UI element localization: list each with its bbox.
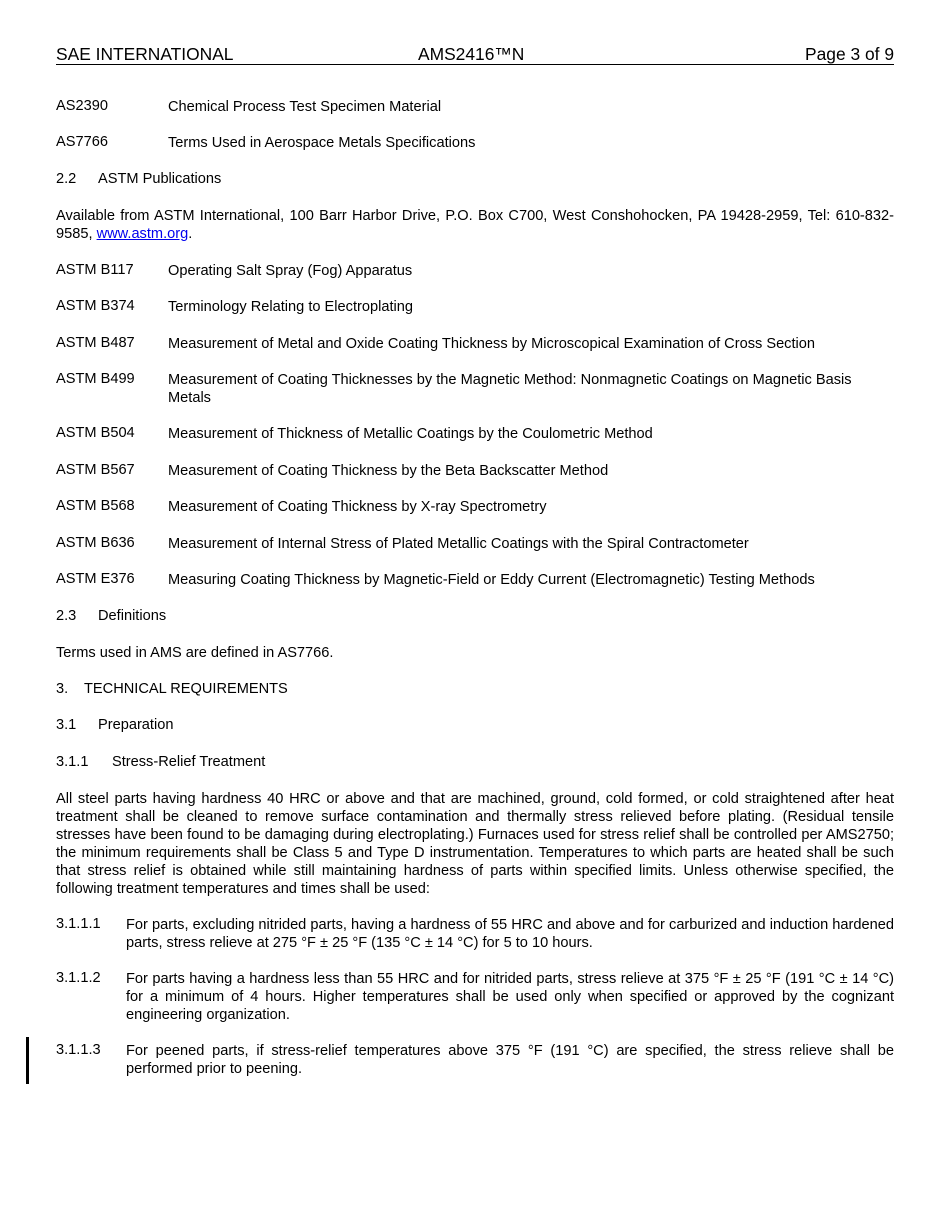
reference-code: ASTM B567: [56, 462, 135, 478]
reference-code: ASTM B568: [56, 498, 135, 514]
subclause-text: For parts, excluding nitrided parts, having a hardness of 55 HRC and above and for carburized and induction hardened parts, stress relieve at 275 °F ± 25 °F (135 °C ± 14 °C) for 5 to 10 hours.: [126, 917, 894, 951]
reference-title: Measurement of Coating Thickness by X-ray Spectrometry: [168, 499, 547, 515]
section-number: 3.: [56, 681, 69, 697]
page-header: [56, 44, 894, 65]
subclause-text: For peened parts, if stress-relief temperatures above 375 °F (191 °C) are specified, the stress relieve shall be performed prior to peening.: [126, 1043, 894, 1077]
reference-code: ASTM B487: [56, 335, 135, 351]
section-number: 3.1.1: [56, 754, 89, 770]
reference-code: ASTM B117: [56, 262, 134, 278]
reference-code: ASTM B504: [56, 425, 135, 441]
section-number: 2.3: [56, 608, 77, 624]
section-title: Preparation: [98, 717, 174, 733]
revision-change-bar: [26, 1037, 29, 1084]
reference-title: Measurement of Metal and Oxide Coating Thickness by Microscopical Examination of Cross Section: [168, 336, 816, 352]
reference-title: Measurement of Coating Thickness by the Beta Backscatter Method: [168, 463, 609, 479]
reference-title: Measurement of Coating Thicknesses by the Magnetic Method: Nonmagnetic Coatings on Magnetic Basis Metals: [168, 372, 852, 406]
section-title: TECHNICAL REQUIREMENTS: [84, 681, 288, 697]
header-page-number: Page 3 of 9: [805, 44, 894, 64]
reference-title: Measurement of Internal Stress of Plated Metallic Coatings with the Spiral Contractometer: [168, 536, 749, 552]
astm-availability-paragraph: [56, 207, 894, 243]
reference-title: Measurement of Thickness of Metallic Coatings by the Coulometric Method: [168, 426, 653, 442]
subclause-number: 3.1.1.2: [56, 970, 101, 986]
header-org: SAE INTERNATIONAL: [56, 44, 234, 64]
availability-end: .: [188, 226, 193, 242]
section-title: Definitions: [98, 608, 167, 624]
section-number: 2.2: [56, 171, 77, 187]
reference-code: AS7766: [56, 134, 108, 150]
availability-text: Available from ASTM International, 100 Barr Harbor Drive, P.O. Box C700, West Conshohocken, PA 19428-2959, Tel: 610-832-9585,: [56, 208, 894, 242]
reference-title: Terms Used in Aerospace Metals Specifications: [168, 135, 476, 151]
header-doc-number: AMS2416™N: [418, 44, 525, 64]
reference-code: ASTM B499: [56, 371, 135, 387]
subclause-number: 3.1.1.3: [56, 1042, 101, 1058]
astm-website-link[interactable]: www.astm.org: [96, 226, 189, 242]
section-number: 3.1: [56, 717, 77, 733]
reference-code: ASTM B374: [56, 298, 135, 314]
reference-code: ASTM B636: [56, 535, 135, 551]
reference-title: Chemical Process Test Specimen Material: [168, 99, 442, 115]
stress-relief-paragraph: All steel parts having hardness 40 HRC or above and that are machined, ground, cold formed, or cold straightened after heat treatment shall be cleaned to remove surface contamination and thermally stress relieved before plating. (Residual tensile stresses have been found to be damaging during electroplating.) Furnaces used for stress relief shall be controlled per AMS2750; the minimum requirements shall be Class 5 and Type D instrumentation. Temperatures to which parts are heated shall be such that stress relief is obtained while still maintaining hardness of parts within specified limits. Unless otherwise specified, the following treatment temperatures and times shall be used:: [56, 791, 894, 897]
section-title: Stress-Relief Treatment: [112, 754, 266, 770]
reference-title: Measuring Coating Thickness by Magnetic-Field or Eddy Current (Electromagnetic) Testing Methods: [168, 572, 815, 588]
section-title: ASTM Publications: [98, 171, 222, 187]
subclause-text: For parts having a hardness less than 55 HRC and for nitrided parts, stress relieve at 375 °F ± 25 °F (191 °C ± 14 °C) for a minimum of 4 hours. Higher temperatures shall be used only when specified or approved by the cognizant engineering organization.: [126, 971, 894, 1023]
reference-title: Operating Salt Spray (Fog) Apparatus: [168, 263, 413, 279]
reference-code: AS2390: [56, 98, 108, 114]
reference-code: ASTM E376: [56, 571, 135, 587]
reference-title: Terminology Relating to Electroplating: [168, 299, 413, 315]
definitions-paragraph: Terms used in AMS are defined in AS7766.: [56, 645, 334, 661]
subclause-number: 3.1.1.1: [56, 916, 101, 932]
